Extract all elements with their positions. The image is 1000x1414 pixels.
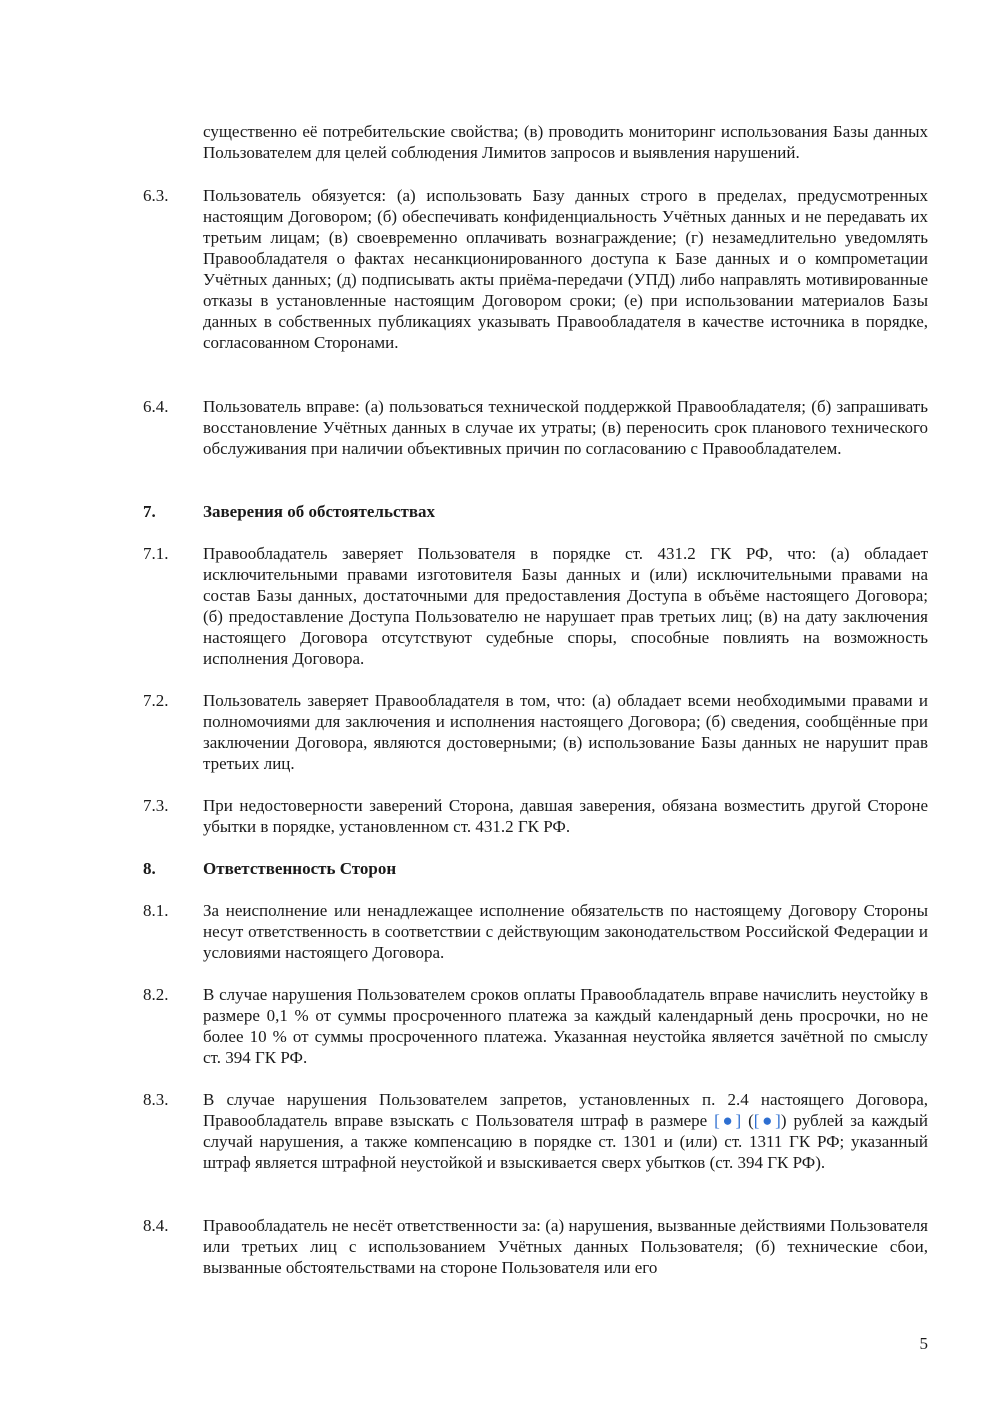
clause-text-part: ( <box>741 1111 754 1130</box>
clause-text: За неисполнение или ненадлежащее исполнение обязательств по настоящему Договору Стороны несут ответственность в соответствии с действующим законодательством Российской Федерации и условиями настоящего Договора. <box>203 901 928 962</box>
section-number: 8. <box>143 859 156 878</box>
clause-text-part: В случае нарушения Пользователем запретов, установленных п. 2.4 настоящего Договора, Правообладатель вправе взыскать с Пользователя штраф в размере <box>203 1090 928 1130</box>
clause-8-1 <box>143 900 928 963</box>
section-number: 7. <box>143 502 156 521</box>
clause-6-3 <box>143 185 928 353</box>
clause-text: Пользователь обязуется: (а) использовать Базу данных строго в пределах, предусмотренных настоящим Договором; (б) обеспечивать конфиденциальность Учётных данных и не передавать их третьим лицам; (в) своевременно оплачивать вознаграждение; (г) незамедлительно уведомлять Правообладателя о фактах несанкционированного доступа к Базе данных и о компрометации Учётных данных; (д) подписывать акты приёма-передачи (УПД) либо направлять мотивированные отказы в установленные настоящим Договором сроки; (е) при использовании материалов Базы данных в собственных публикациях указывать Правообладателя в качестве источника в порядке, согласованном Сторонами. <box>203 186 928 352</box>
clause-number: 8.3. <box>143 1090 169 1109</box>
clause-7-2 <box>143 690 928 774</box>
clause-number: 7.3. <box>143 796 169 815</box>
clause-number: 8.2. <box>143 985 169 1004</box>
clause-text-part: ) рублей за каждый случай нарушения, а также компенсацию в порядке ст. 1301 и (или) ст. 1311 ГК РФ; указанный штраф является штрафной неустойкой и взыскивается сверх убытков (ст. 394 ГК РФ). <box>203 1111 928 1172</box>
clause-text: Правообладатель заверяет Пользователя в порядке ст. 431.2 ГК РФ, что: (а) обладает исключительными правами изготовителя Базы данных и (или) исключительными правами на состав Базы данных, достаточными для предоставления Доступа в объёме настоящего Договора; (б) предоставление Доступа Пользователю не нарушает прав третьих лиц; (в) на дату заключения настоящего Договора отсутствуют судебные споры, способные повлиять на возможность исполнения Договора. <box>203 544 928 668</box>
placeholder-amount-words: [●] <box>753 1111 781 1130</box>
clause-text: При недостоверности заверений Сторона, давшая заверения, обязана возместить другой Стороне убытки в порядке, установленном ст. 431.2 ГК РФ. <box>203 796 928 836</box>
section-7-heading <box>143 501 928 522</box>
clause-7-3 <box>143 795 928 837</box>
clause-8-4 <box>143 1215 928 1278</box>
clause-6-4 <box>143 396 928 459</box>
page-number: 5 <box>919 1334 928 1353</box>
clause-text: В случае нарушения Пользователем сроков оплаты Правообладатель вправе начислить неустойку в размере 0,1 % от суммы просроченного платежа за каждый календарный день просрочки, но не более 10 % от суммы просроченного платежа. Указанная неустойка является зачётной по смыслу ст. 394 ГК РФ. <box>203 985 928 1067</box>
placeholder-amount: [●] <box>714 1111 742 1130</box>
clause-text <box>203 1089 928 1173</box>
clause-text: Пользователь заверяет Правообладателя в том, что: (а) обладает всеми необходимыми правами и полномочиями для заключения и исполнения настоящего Договора; (б) сведения, сообщённые при заключении Договора, являются достоверными; (в) использование Базы данных не нарушит прав третьих лиц. <box>203 691 928 773</box>
clause-8-3 <box>143 1089 928 1173</box>
clause-text: Пользователь вправе: (а) пользоваться технической поддержкой Правообладателя; (б) запрашивать восстановление Учётных данных в случае их утраты; (в) переносить срок планового технического обслуживания при наличии объективных причин по согласованию с Правообладателем. <box>203 397 928 458</box>
section-title: Ответственность Сторон <box>203 859 397 878</box>
clause-8-2 <box>143 984 928 1068</box>
clause-number: 8.4. <box>143 1216 169 1235</box>
clause-number: 6.4. <box>143 397 169 416</box>
clause-number: 7.2. <box>143 691 169 710</box>
clause-number: 8.1. <box>143 901 169 920</box>
clause-text: Правообладатель не несёт ответственности за: (а) нарушения, вызванные действиями Пользователя или третьих лиц с использованием Учётных данных Пользователя; (б) технические сбои, вызванные обстоятельствами на стороне Пользователя или его <box>203 1216 928 1277</box>
clause-7-1 <box>143 543 928 669</box>
clause-number: 7.1. <box>143 544 169 563</box>
clause-number: 6.3. <box>143 186 169 205</box>
section-title: Заверения об обстоятельствах <box>203 502 436 521</box>
continuation-paragraph: существенно её потребительские свойства; (в) проводить мониторинг использования Базы данных Пользователем для целей соблюдения Лимитов запросов и выявления нарушений. <box>203 122 928 162</box>
section-8-heading <box>143 858 928 879</box>
